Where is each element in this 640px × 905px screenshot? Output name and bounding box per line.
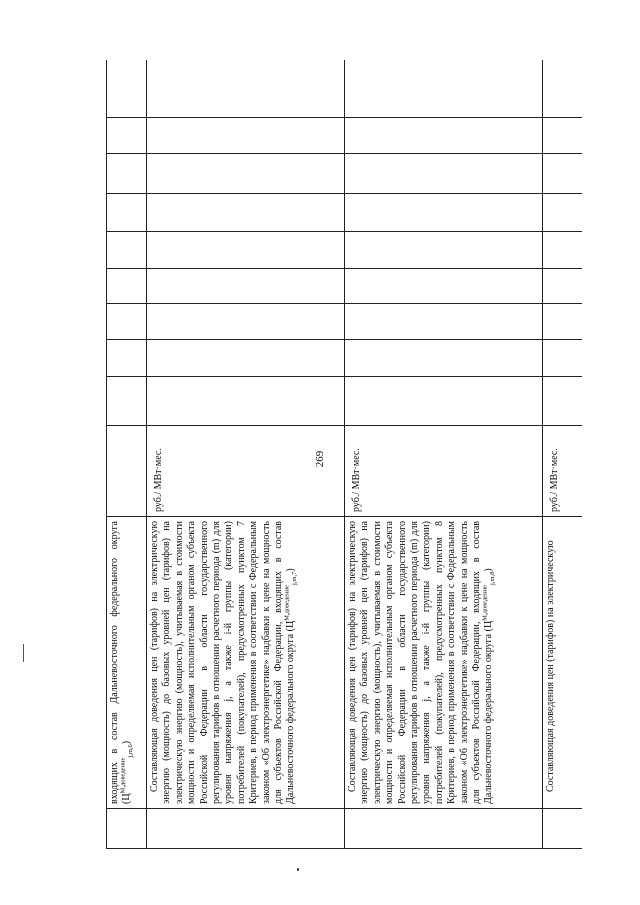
rotated-table-frame — [106, 60, 582, 849]
value-cell — [107, 154, 147, 194]
unit-cell: руб./ МВт·мес. — [543, 426, 583, 517]
unit-cell: руб./ МВт·мес. — [345, 426, 543, 517]
value-cell — [147, 194, 345, 232]
value-cell — [345, 232, 543, 269]
value-cell — [543, 340, 583, 377]
formula-symbol: $(Ц^{М,доведение}_{j,m,6})$ — [120, 740, 135, 804]
description-cell: Составляющая доведения цен (тарифов) на электрическую энергию (мощность) до базовых уровней цен (тарифов) на электрическую энергию (мощность), учитываемая в стоимости мощности и определяемая исполнительным органом субъекта Российской Федерации в области государственного регулирования тарифов в отношении расчетного периода (m) для уровня напряжения j, а также i-й группы (категории) потребителей (покупателей), предусмотренных пунктом 7 Критериев, в период применения в соответствии с Федеральным законом «Об электроэнергетике» надбавки к цене на мощность для субъектов Российской Федерации, входящих в состав Дальневосточного федерального округа $(Ц^{М,доведение}_{j,m,7})$ — [147, 517, 345, 809]
number-cell — [107, 809, 147, 849]
value-cell — [107, 304, 147, 340]
number-cell — [147, 809, 345, 849]
value-cell — [543, 194, 583, 232]
value-cell — [543, 118, 583, 154]
description-cell: Составляющая доведения цен (тарифов) на электрическую — [543, 517, 583, 809]
formula-symbol: $(Ц^{М,доведение}_{j,m,7})$ — [284, 568, 299, 632]
value-cell — [345, 340, 543, 377]
unit-cell: руб./ МВт·мес. — [147, 426, 345, 517]
description-cell: Составляющая доведения цен (тарифов) на электрическую энергию (мощность) до базовых уровней цен (тарифов) на электрическую энергию (мощность), учитываемая в стоимости мощности и определяемая исполнительным органом субъекта Российской Федерации в области государственного регулирования тарифов в отношении расчетного периода (m) для уровня напряжения j, а также i-й группы (категории) потребителей (покупателей), предусмотренных пунктом 8 Критериев, в период применения в соответствии с Федеральным законом «Об электроэнергетике» надбавки к цене на мощность для субъектов Российской Федерации, входящих в состав Дальневосточного федерального округа $(Ц^{М,доведение}_{j,m,8})$ — [345, 517, 543, 809]
value-cell — [345, 269, 543, 304]
value-cell — [147, 340, 345, 377]
number-cell — [345, 809, 543, 849]
value-cell — [543, 304, 583, 340]
table-row — [345, 60, 543, 849]
number-cell — [543, 809, 583, 849]
formula-symbol: $(Ц^{М,доведение}_{j,m,8})$ — [482, 568, 497, 632]
table-row — [543, 60, 583, 849]
value-cell — [107, 232, 147, 269]
value-cell — [543, 232, 583, 269]
value-cell — [107, 118, 147, 154]
value-cell — [345, 304, 543, 340]
value-cell — [543, 377, 583, 426]
value-cell — [107, 194, 147, 232]
value-cell — [107, 269, 147, 304]
value-cell — [543, 269, 583, 304]
value-cell — [543, 60, 583, 118]
page-number: 269 — [314, 450, 326, 468]
table-row — [107, 60, 147, 849]
table-row — [147, 60, 345, 849]
value-cell — [147, 269, 345, 304]
value-cell — [345, 377, 543, 426]
value-cell — [147, 377, 345, 426]
value-cell — [345, 118, 543, 154]
value-cell — [345, 60, 543, 118]
value-cell — [147, 154, 345, 194]
value-cell — [107, 340, 147, 377]
value-cell — [147, 232, 345, 269]
value-cell — [147, 118, 345, 154]
value-cell — [345, 154, 543, 194]
description-cell: входящих в состав Дальневосточного федерального округа $(Ц^{М,доведение}_{j,m,6})$ — [107, 517, 147, 809]
tariff-table — [106, 60, 582, 849]
unit-cell — [107, 426, 147, 517]
scan-mark — [23, 644, 24, 662]
value-cell — [543, 154, 583, 194]
value-cell — [147, 304, 345, 340]
value-cell — [107, 60, 147, 118]
value-cell — [147, 60, 345, 118]
scan-dot — [297, 868, 299, 871]
value-cell — [345, 194, 543, 232]
value-cell — [107, 377, 147, 426]
